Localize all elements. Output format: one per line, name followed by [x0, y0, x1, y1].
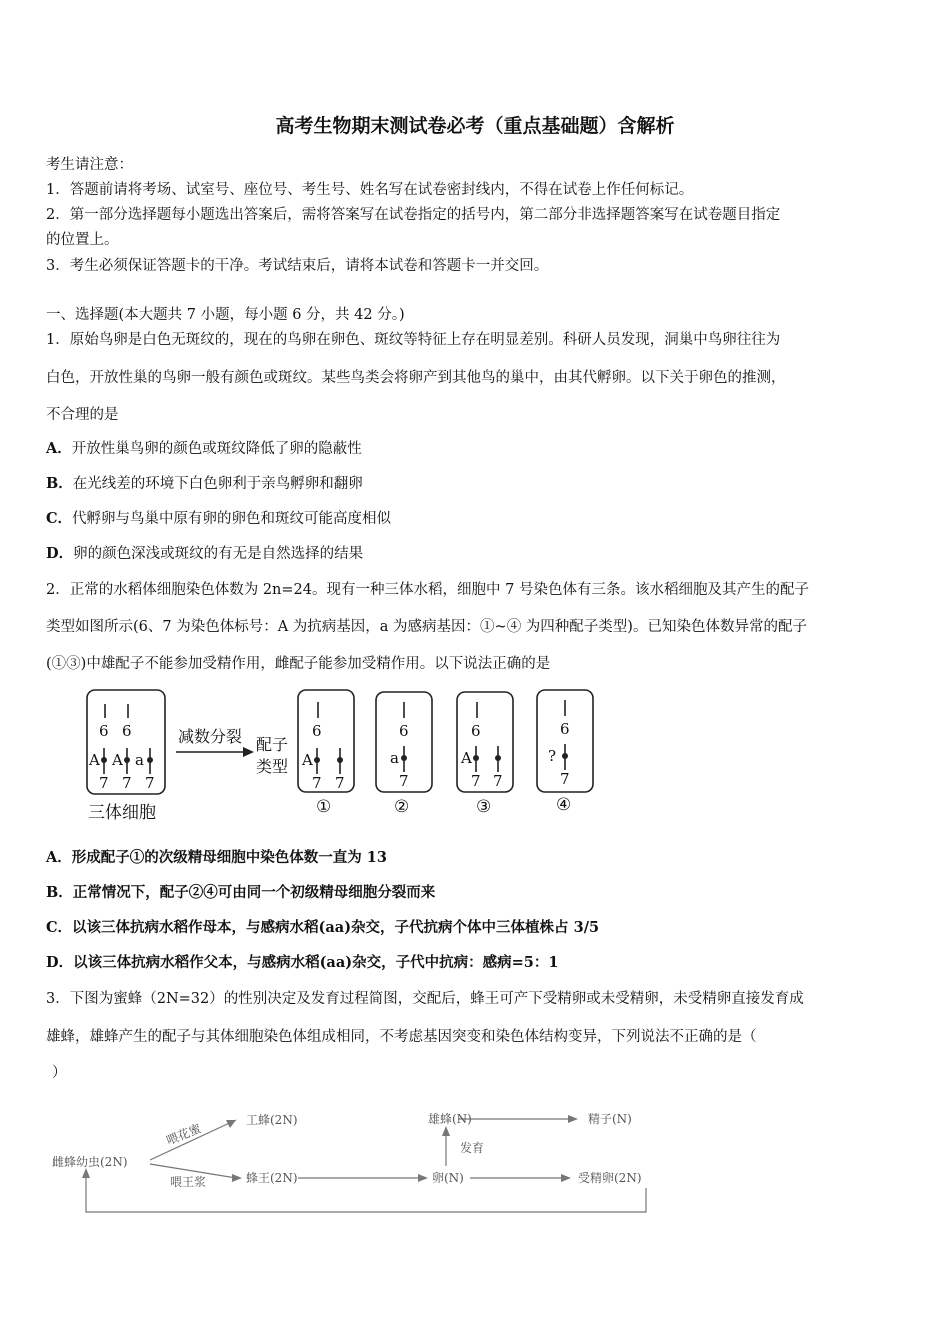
- gene-locus: [314, 757, 320, 763]
- process-label: 减数分裂: [178, 727, 243, 746]
- chromosome-label: 7: [335, 774, 345, 792]
- gene-locus: [562, 753, 568, 759]
- chromosome-label: 7: [399, 772, 409, 790]
- option-text: 开放性巢鸟卵的颜色或斑纹降低了卵的隐蔽性: [71, 441, 362, 457]
- gamete-marker: ③: [476, 797, 492, 817]
- gene-locus: [147, 757, 153, 763]
- drone-label: 雄蜂(N): [428, 1112, 472, 1126]
- question-2-stem-line: 2．正常的水稻体细胞染色体数为 2n=24。现有一种三体水稻，细胞中 7 号染色体有三条。该水稻细胞及其产生的配子: [46, 582, 809, 598]
- question-1-stem-line: 不合理的是: [46, 407, 119, 423]
- option-text: 正常情况下，配子②④可由同一个初级精母细胞分裂而来: [72, 884, 436, 901]
- section-heading: 一、选择题(本大题共 7 小题，每小题 6 分，共 42 分。): [46, 307, 405, 323]
- option-key: B．: [46, 475, 73, 492]
- option-key: D．: [46, 545, 74, 562]
- option-text: 以该三体抗病水稻作母本，与感病水稻(aa)杂交，子代抗病个体中三体植株占 3/5: [72, 919, 600, 936]
- option-key: C．: [46, 919, 73, 936]
- sperm-label: 精子(N): [588, 1112, 632, 1126]
- gamete-box-3: [457, 692, 513, 792]
- arrow-head: [561, 1174, 571, 1182]
- arrow-head: [418, 1174, 428, 1182]
- gene-label: A: [461, 749, 472, 767]
- queen-label: 蜂王(2N): [246, 1171, 298, 1185]
- bee-development-diagram: [50, 1098, 670, 1220]
- question-1-stem-line: 1．原始鸟卵是白色无斑纹的，现在的鸟卵在卵色、斑纹等特征上存在明显差别。科研人员发现，洞巢中鸟卵往往为: [46, 332, 781, 348]
- egg-label: 卵(N): [432, 1171, 464, 1185]
- option-key: C．: [46, 510, 73, 527]
- develop-label: 发育: [460, 1141, 485, 1155]
- option-key: A．: [46, 849, 72, 866]
- chromosome-label: 7: [471, 772, 481, 790]
- question-3-stem-line: 3．下图为蜜蜂（2N=32）的性别决定及发育过程简图，交配后，蜂王可产下受精卵或未受精卵，未受精卵直接发育成: [46, 991, 804, 1007]
- option-text: 以该三体抗病水稻作父本，与感病水稻(aa)杂交，子代中抗病：感病=5：1: [73, 954, 559, 971]
- cell-caption: 三体细胞: [88, 803, 156, 823]
- question-1-option-b: [46, 472, 363, 493]
- gene-label: a: [390, 749, 399, 767]
- gamete-box-1: [298, 690, 354, 792]
- gene-locus: [473, 755, 479, 761]
- gene-locus: [101, 757, 107, 763]
- option-text: 在光线差的环境下白色卵利于亲鸟孵卵和翻卵: [72, 476, 363, 492]
- gene-label: ?: [548, 747, 557, 765]
- feed-royal-label: 喂王浆: [170, 1175, 207, 1189]
- question-2-stem-line: 类型如图所示(6、7 为染色体标号：A 为抗病基因，a 为感病基因：①~④ 为四种配子类型)。已知染色体数异常的配子: [46, 619, 807, 635]
- chromosome-label: 6: [312, 722, 322, 740]
- notice-item: 的位置上。: [46, 232, 119, 248]
- chromosome-diagram: [80, 684, 620, 826]
- arrow-head: [568, 1115, 578, 1123]
- zygote-label: 受精卵(2N): [578, 1171, 642, 1185]
- chromosome-label: 7: [122, 774, 132, 792]
- chromosome-label: 6: [122, 722, 132, 740]
- question-1-option-c: [46, 507, 391, 528]
- gene-locus: [401, 755, 407, 761]
- option-key: B．: [46, 884, 73, 901]
- chromosome-label: 7: [560, 770, 570, 788]
- gene-label: A: [89, 751, 100, 769]
- chromosome-label: 7: [145, 774, 155, 792]
- gamete-marker: ①: [316, 797, 332, 817]
- question-1-stem-line: 白色，开放性巢的鸟卵一般有颜色或斑纹。某些鸟类会将卵产到其他鸟的巢中，由其代孵卵。以下关于卵色的推测，: [46, 370, 786, 386]
- worker-label: 工蜂(2N): [246, 1113, 298, 1127]
- question-1-option-a: [46, 437, 362, 458]
- gamete-marker: ④: [556, 795, 572, 815]
- question-3-stem-line: 雄蜂，雄蜂产生的配子与其体细胞染色体组成相同，不考虑基因突变和染色体结构变异，下列说法不正确的是（: [46, 1029, 757, 1045]
- chromosome-label: 6: [471, 722, 481, 740]
- arrow-head: [243, 747, 254, 757]
- gene-locus: [337, 757, 343, 763]
- larva-label: 雌蜂幼虫(2N): [52, 1155, 128, 1169]
- chromosome-label: 7: [493, 772, 503, 790]
- option-text: 代孵卵与鸟巢中原有卵的卵色和斑纹可能高度相似: [72, 511, 392, 527]
- question-2-option-b: [46, 881, 435, 902]
- chromosome-label: 7: [99, 774, 109, 792]
- chromosome-label: 7: [312, 774, 322, 792]
- question-3-stem-line: ）: [52, 1065, 67, 1081]
- question-2-option-d: [46, 951, 558, 972]
- option-text: 形成配子①的次级精母细胞中染色体数一直为 13: [71, 849, 387, 866]
- feed-pollen-label: 喂花蜜: [164, 1121, 204, 1148]
- page-title: 高考生物期末测试卷必考（重点基础题）含解析: [275, 115, 675, 137]
- gamete-marker: ②: [394, 797, 410, 817]
- arrow-head: [82, 1168, 90, 1178]
- notice-item: 2．第一部分选择题每小题选出答案后，需将答案写在试卷指定的括号内，第二部分非选择题答案写在试卷题目指定: [46, 207, 781, 223]
- notice-header: 考生请注意：: [46, 157, 133, 173]
- arrow-head: [442, 1126, 450, 1136]
- arrow-head: [232, 1174, 242, 1182]
- notice-item: 3．考生必须保证答题卡的干净。考试结束后，请将本试卷和答题卡一并交回。: [46, 258, 549, 274]
- gene-locus: [495, 755, 501, 761]
- question-2-option-c: [46, 916, 599, 937]
- option-key: A．: [46, 440, 72, 457]
- option-text: 卵的颜色深浅或斑纹的有无是自然选择的结果: [73, 546, 364, 562]
- chromosome-label: 6: [560, 720, 570, 738]
- gene-label: A: [112, 751, 123, 769]
- chromosome-label: 6: [399, 722, 409, 740]
- gene-label: a: [135, 751, 144, 769]
- notice-item: 1．答题前请将考场、试室号、座位号、考生号、姓名写在试卷密封线内，不得在试卷上作任何标记。: [46, 182, 694, 198]
- option-key: D．: [46, 954, 74, 971]
- question-2-option-a: [46, 846, 387, 867]
- gamete-label: 配子: [256, 735, 289, 754]
- gene-label: A: [302, 751, 313, 769]
- gene-locus: [124, 757, 130, 763]
- question-1-option-d: [46, 542, 363, 563]
- gamete-label: 类型: [256, 757, 289, 776]
- question-2-stem-line: (①③)中雄配子不能参加受精作用，雌配子能参加受精作用。以下说法正确的是: [46, 656, 551, 672]
- chromosome-label: 6: [99, 722, 109, 740]
